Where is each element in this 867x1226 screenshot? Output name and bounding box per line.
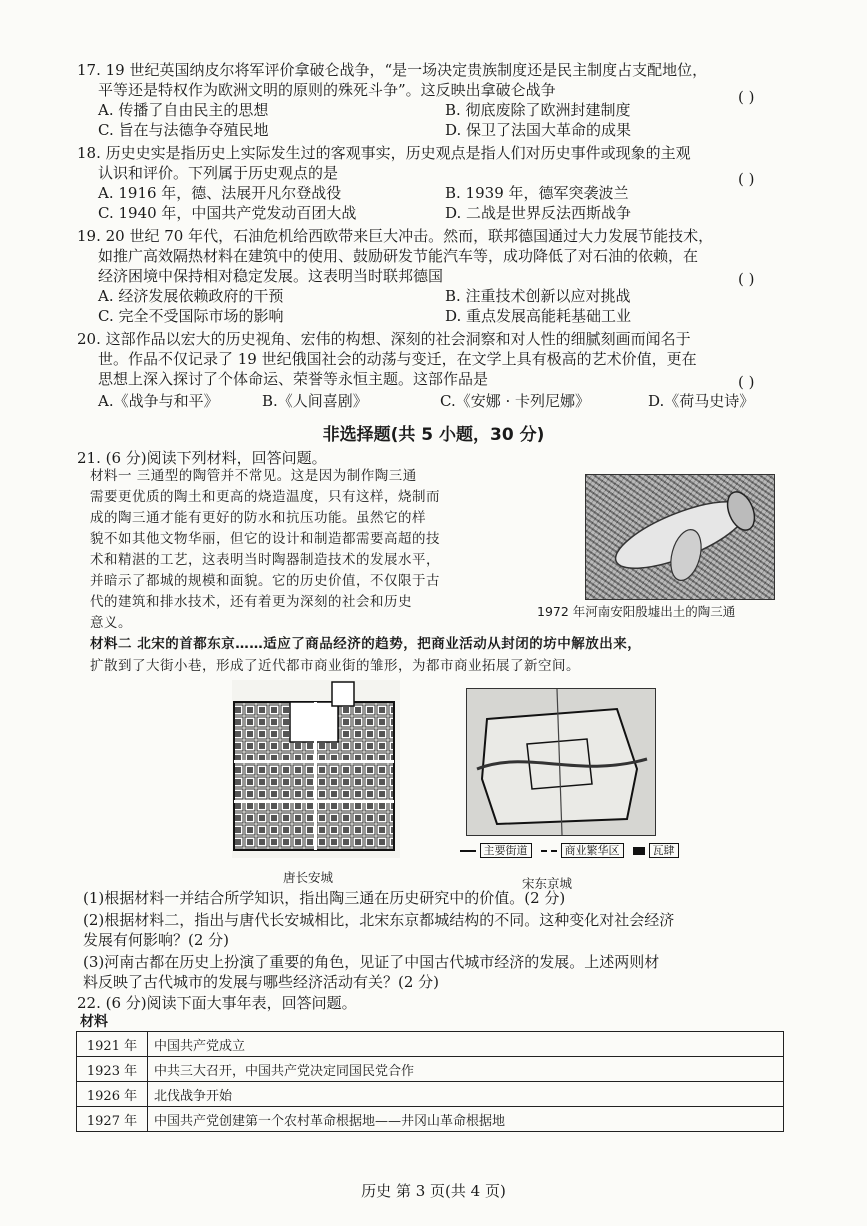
q17-option-b: B. 彻底废除了欧洲封建制度 bbox=[445, 101, 631, 119]
song-map-caption: 宋东京城 bbox=[522, 876, 573, 891]
q20-stem-line2: 世。作品不仅记录了 19 世纪俄国社会的动荡与变迁，在文学上具有极高的艺术价值，更在 bbox=[98, 350, 697, 368]
q21-m2-line: 材料二 北宋的首都东京……适应了商品经济的趋势，把商业活动从封闭的坊中解放出来， bbox=[90, 636, 642, 652]
table-row bbox=[77, 1082, 784, 1107]
legend-road-swatch bbox=[460, 850, 476, 852]
q20-answer-paren: ( ) bbox=[738, 373, 755, 391]
pottery-caption: 1972 年河南安阳殷墟出土的陶三通 bbox=[537, 604, 736, 619]
q18-stem-line2: 认识和评价。下列属于历史观点的是 bbox=[98, 164, 339, 182]
q20-stem-line3: 思想上深入探讨了个体命运、荣誉等永恒主题。这部作品是 bbox=[98, 370, 489, 388]
q20-option-d: D.《荷马史诗》 bbox=[648, 392, 755, 410]
q19-option-c: C. 完全不受国际市场的影响 bbox=[98, 307, 284, 325]
table-event: 北伐战争开始 bbox=[148, 1082, 784, 1107]
q20-stem-line1: 20. 这部作品以宏大的历史视角、宏伟的构想、深刻的社会洞察和对人性的细腻刻画而闻名于 bbox=[77, 330, 691, 348]
tang-changan-map bbox=[232, 680, 400, 858]
q18-option-a: A. 1916 年，德、法展开凡尔登战役 bbox=[98, 184, 342, 202]
legend-commerce-label: 商业繁华区 bbox=[561, 843, 624, 858]
q21-sub2-line2: 发展有何影响？(2 分) bbox=[83, 931, 230, 949]
q19-option-d: D. 重点发展高能耗基础工业 bbox=[445, 307, 632, 325]
q20-option-a: A.《战争与和平》 bbox=[98, 392, 219, 410]
table-row bbox=[77, 1032, 784, 1057]
q17-option-a: A. 传播了自由民主的思想 bbox=[98, 101, 269, 119]
q18-answer-paren: ( ) bbox=[738, 170, 755, 188]
q18-option-c: C. 1940 年，中国共产党发动百团大战 bbox=[98, 204, 357, 222]
q21-m1-line: 貌不如其他文物华丽，但它的设计和制造都需要高超的技 bbox=[90, 531, 440, 547]
q19-option-a: A. 经济发展依赖政府的干预 bbox=[98, 287, 284, 305]
q18-stem-line1: 18. 历史史实是指历史上实际发生过的客观事实，历史观点是指人们对历史事件或现象的主观 bbox=[77, 144, 691, 162]
q21-m1-line: 成的陶三通才能有更好的防水和抗压功能。虽然它的样 bbox=[90, 510, 426, 526]
song-dongjing-map bbox=[466, 688, 656, 836]
q18-option-b: B. 1939 年，德军突袭波兰 bbox=[445, 184, 629, 202]
q21-m1-line: 需要更优质的陶土和更高的烧造温度，只有这样，烧制而 bbox=[90, 489, 440, 505]
q22-intro: 22. (6 分)阅读下面大事年表，回答问题。 bbox=[77, 994, 357, 1012]
q20-option-b: B.《人间喜剧》 bbox=[262, 392, 368, 410]
q21-intro: 21. (6 分)阅读下列材料，回答问题。 bbox=[77, 449, 327, 467]
q17-option-c: C. 旨在与法德争夺殖民地 bbox=[98, 121, 269, 139]
q18-option-d: D. 二战是世界反法西斯战争 bbox=[445, 204, 632, 222]
table-event: 中国共产党创建第一个农村革命根据地——井冈山革命根据地 bbox=[148, 1107, 784, 1132]
table-year: 1921 年 bbox=[77, 1032, 148, 1057]
legend-washi-swatch bbox=[633, 847, 645, 855]
section-title: 非选择题(共 5 小题，30 分) bbox=[322, 425, 545, 445]
table-row bbox=[77, 1107, 784, 1132]
q21-sub2-line1: (2)根据材料二，指出与唐代长安城相比，北宋东京都城结构的不同。这种变化对社会经济 bbox=[83, 911, 675, 929]
q21-sub3-line2: 料反映了古代城市的发展与哪些经济活动有关？(2 分) bbox=[83, 973, 440, 991]
table-year: 1923 年 bbox=[77, 1057, 148, 1082]
legend-commerce-swatch bbox=[541, 850, 557, 852]
q21-sub1: (1)根据材料一并结合所学知识，指出陶三通在历史研究中的价值。(2 分) bbox=[83, 889, 566, 907]
legend-washi-label: 瓦肆 bbox=[649, 843, 679, 858]
table-event: 中国共产党成立 bbox=[148, 1032, 784, 1057]
table-row bbox=[77, 1057, 784, 1082]
q19-stem-line3: 经济困境中保持相对稳定发展。这表明当时联邦德国 bbox=[98, 267, 444, 285]
q17-option-d: D. 保卫了法国大革命的成果 bbox=[445, 121, 632, 139]
q19-option-b: B. 注重技术创新以应对挑战 bbox=[445, 287, 631, 305]
q21-m1-line: 并暗示了都城的规模和面貌。它的历史价值，不仅限于古 bbox=[90, 573, 440, 589]
pottery-photo bbox=[585, 474, 775, 600]
table-year: 1927 年 bbox=[77, 1107, 148, 1132]
tang-map-caption: 唐长安城 bbox=[283, 870, 334, 885]
page-footer: 历史 第 3 页(共 4 页) bbox=[361, 1182, 506, 1200]
table-year: 1926 年 bbox=[77, 1082, 148, 1107]
q21-m1-line: 术和精湛的工艺，这表明当时陶器制造技术的发展水平， bbox=[90, 552, 440, 568]
q19-stem-line1: 19. 20 世纪 70 年代，石油危机给西欧带来巨大冲击。然而，联邦德国通过大力发展节能技术， bbox=[77, 227, 714, 245]
q22-material-label: 材料 bbox=[80, 1014, 108, 1030]
q19-stem-line2: 如推广高效隔热材料在建筑中的使用、鼓励研发节能汽车等，成功降低了对石油的依赖，在 bbox=[98, 247, 699, 265]
q17-stem-line2: 平等还是特权作为欧洲文明的原则的殊死斗争”。这反映出拿破仑战争 bbox=[98, 81, 556, 99]
q17-stem-line1: 17. 19 世纪英国纳皮尔将军评价拿破仑战争，“是一场决定贵族制度还是民主制度占支配地位， bbox=[77, 61, 708, 79]
q21-m1-line: 代的建筑和排水技术，还有着更为深刻的社会和历史 bbox=[90, 594, 412, 610]
legend-road-label: 主要街道 bbox=[480, 843, 532, 858]
table-event: 中共三大召开，中国共产党决定同国民党合作 bbox=[148, 1057, 784, 1082]
song-map-legend bbox=[460, 842, 679, 858]
q21-sub3-line1: (3)河南古都在历史上扮演了重要的角色，见证了中国古代城市经济的发展。上述两则材 bbox=[83, 953, 660, 971]
q21-m2-line: 扩散到了大街小巷，形成了近代都市商业街的雏形，为都市商业拓展了新空间。 bbox=[90, 658, 580, 674]
q20-option-c: C.《安娜 · 卡列尼娜》 bbox=[440, 392, 591, 410]
q22-timeline-table bbox=[76, 1031, 784, 1132]
q19-answer-paren: ( ) bbox=[738, 270, 755, 288]
q17-answer-paren: ( ) bbox=[738, 88, 755, 106]
q21-m1-line: 意义。 bbox=[90, 615, 132, 631]
q21-m1-line: 材料一 三通型的陶管并不常见。这是因为制作陶三通 bbox=[90, 468, 417, 484]
